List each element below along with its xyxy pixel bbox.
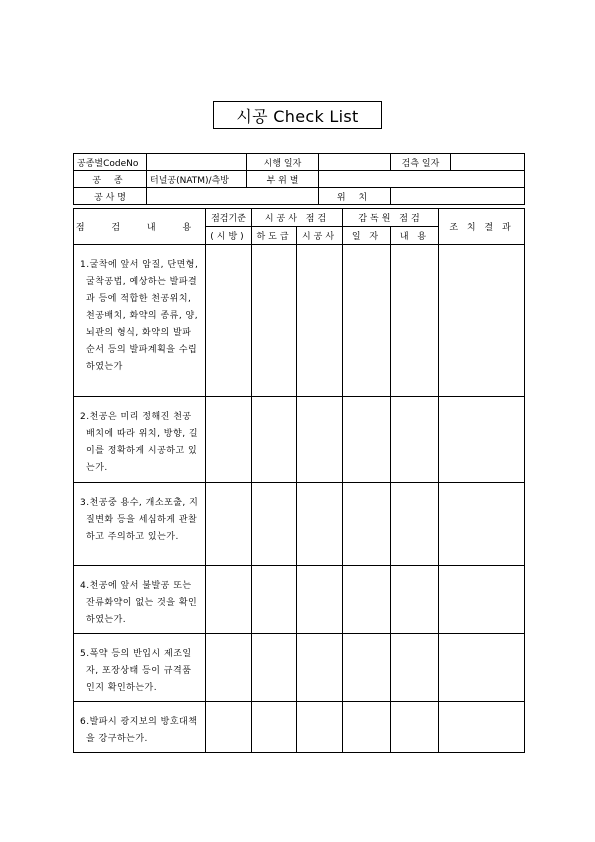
contractor-sub-header: 시공사 [297, 227, 343, 245]
inspect-date-value[interactable] [451, 154, 525, 171]
info-row-3 [74, 188, 525, 205]
info-row-1 [74, 154, 525, 171]
exec-date-value[interactable] [319, 154, 391, 171]
check-item-5: 5.폭약 등의 반입시 제조일자, 포장상태 등이 규격품인지 확인하는가. [74, 634, 206, 702]
project-label: 공 사 명 [74, 188, 147, 205]
table-row [74, 397, 525, 483]
check-item-3: 3.천공중 용수, 개소포출, 지질변화 등을 세심하게 관찰하고 주의하고 있는가. [74, 483, 206, 566]
project-value[interactable] [147, 188, 319, 205]
check-items-header: 점 검 내 용 [74, 209, 206, 245]
part-value[interactable] [319, 171, 525, 188]
page-title: 시공 Check List [213, 101, 382, 129]
check-item-4: 4.천공에 앞서 불발공 또는 잔류화약이 없는 것을 확인하였는가. [74, 566, 206, 634]
date-header: 일 자 [343, 227, 391, 245]
table-row [74, 702, 525, 753]
location-value[interactable] [391, 188, 525, 205]
table-row [74, 245, 525, 397]
inspect-date-label: 검측 일자 [391, 154, 451, 171]
check-item-1: 1.굴착에 앞서 암질, 단면형, 굴착공법, 예상하는 발파결과 등에 적합한 천공위치, 천공배치, 화약의 종류, 양, 뇌관의 형식, 화약의 발파순서 등의 발파계획을 수립하였는가 [74, 245, 206, 397]
work-type-value[interactable]: 터널공(NATM)/측방 [147, 171, 247, 188]
criteria-sub-header: (시방) [206, 227, 252, 245]
criteria-header: 점검기준 [206, 209, 252, 227]
code-value[interactable] [147, 154, 247, 171]
check-item-2: 2.천공은 미리 정해진 천공배치에 따라 위치, 방향, 길이를 정확하게 시공하고 있는가. [74, 397, 206, 483]
check-item-6: 6.발파시 광지보의 방호대책을 강구하는가. [74, 702, 206, 753]
location-label: 위 치 [319, 188, 391, 205]
work-type-label: 공 종 [74, 171, 147, 188]
table-row [74, 634, 525, 702]
part-label: 부 위 별 [247, 171, 319, 188]
checklist-table [73, 208, 525, 753]
exec-date-label: 시행 일자 [247, 154, 319, 171]
info-table [73, 153, 525, 205]
result-header: 조 치 결 과 [439, 209, 525, 245]
subcontractor-header: 하도급 [252, 227, 297, 245]
table-row [74, 483, 525, 566]
info-row-2 [74, 171, 525, 188]
table-row [74, 566, 525, 634]
header-row-1 [74, 209, 525, 227]
supervisor-header: 감독원 점검 [343, 209, 439, 227]
contractor-header: 시공사 점검 [252, 209, 343, 227]
code-label: 공종별CodeNo [74, 154, 147, 171]
content-header: 내 용 [391, 227, 439, 245]
